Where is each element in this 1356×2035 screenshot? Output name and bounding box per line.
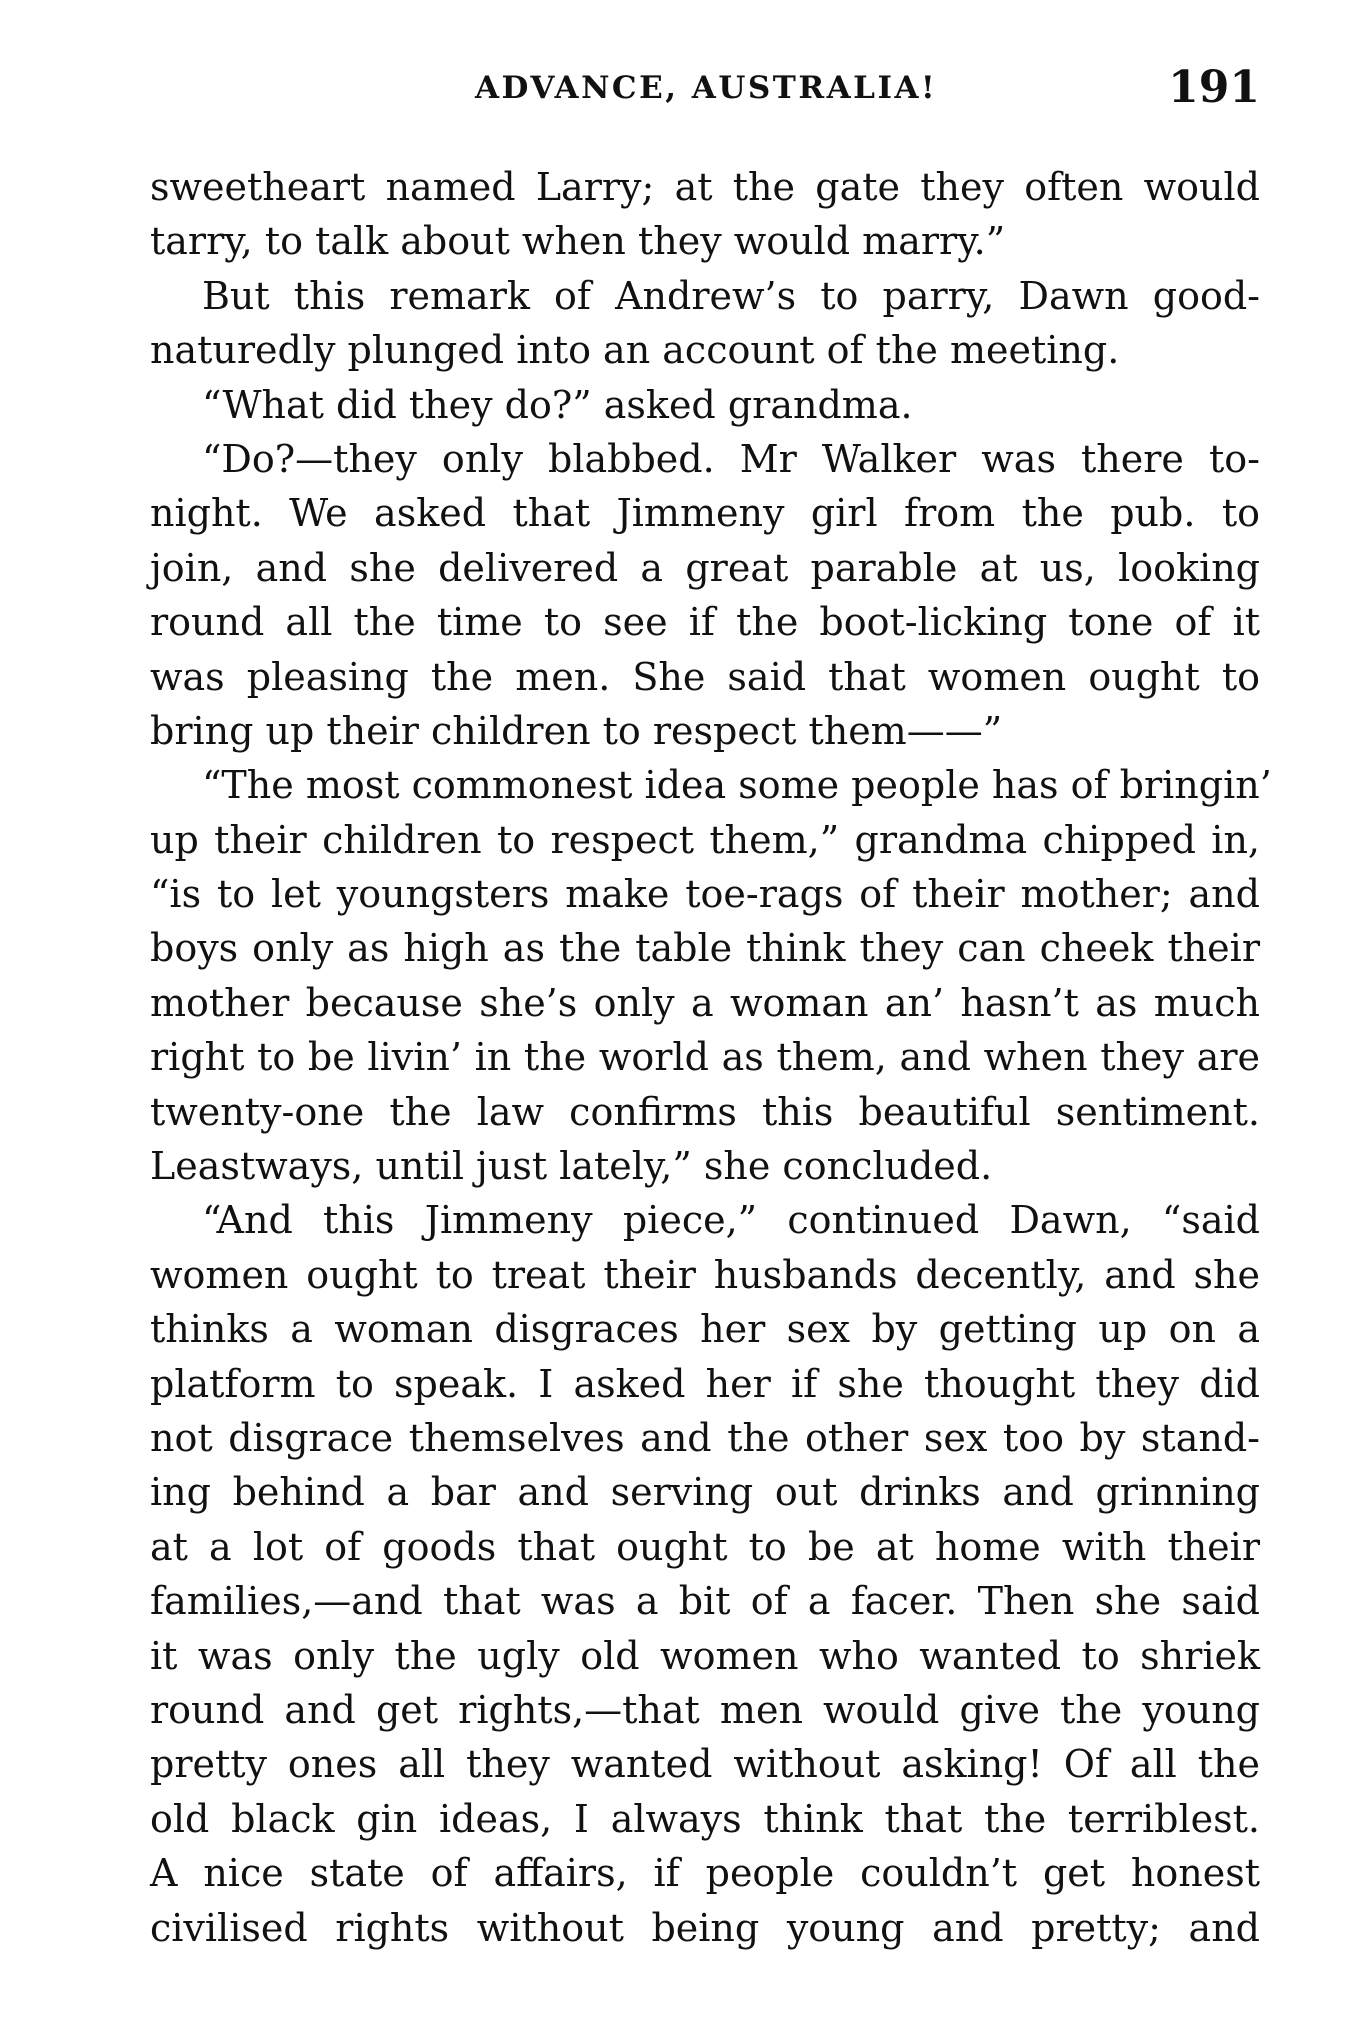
text-line: “And this Jimmeny piece,” continued Dawn, “said (202, 1198, 1260, 1243)
text-line: not disgrace themselves and the other sex too by stand- (150, 1415, 1260, 1460)
text-line: But this remark of Andrew’s to parry, Dawn good- (202, 273, 1260, 318)
text-line: ing behind a bar and serving out drinks and grinning (150, 1470, 1260, 1515)
text-line: twenty-one the law confirms this beautiful sentiment. (150, 1089, 1260, 1134)
text-line: women ought to treat their husbands decently, and she (150, 1252, 1260, 1297)
text-line: round all the time to see if the boot-licking tone of it (150, 600, 1260, 645)
text-line: right to be livin’ in the world as them, and when they are (150, 1035, 1260, 1080)
text-line: boys only as high as the table think they can cheek their (150, 926, 1260, 971)
text-line: naturedly plunged into an account of the meeting. (150, 328, 1120, 373)
text-line: round and get rights,—that men would give the young (150, 1687, 1260, 1732)
text-line: “The most commonest idea some people has of bringin’ (202, 763, 1272, 808)
running-title: ADVANCE, AUSTRALIA! (475, 70, 938, 106)
text-line: civilised rights without being young and pretty; and (150, 1905, 1260, 1950)
text-line: mother because she’s only a woman an’ hasn’t as much (150, 980, 1260, 1025)
text-line: pretty ones all they wanted without asking! Of all the (150, 1742, 1260, 1787)
text-line: “is to let youngsters make toe-rags of their mother; and (150, 872, 1260, 917)
text-line: up their children to respect them,” grandma chipped in, (150, 817, 1260, 862)
text-line: platform to speak. I asked her if she thought they did (150, 1361, 1260, 1406)
text-line: was pleasing the men. She said that women ought to (150, 654, 1260, 699)
body-text (150, 160, 1272, 1955)
text-line: at a lot of goods that ought to be at home with their (150, 1524, 1260, 1569)
text-line: families,—and that was a bit of a facer. Then she said (150, 1579, 1260, 1624)
text-line: tarry, to talk about when they would marry.” (150, 219, 1006, 264)
text-line: Leastways, until just lately,” she concluded. (150, 1144, 993, 1189)
text-line: “What did they do?” asked grandma. (202, 382, 913, 427)
text-line: it was only the ugly old women who wanted to shriek (150, 1633, 1260, 1678)
running-header (150, 62, 1260, 122)
text-line: thinks a woman disgraces her sex by getting up on a (150, 1307, 1260, 1352)
page-number: 191 (1168, 62, 1260, 113)
text-line: join, and she delivered a great parable at us, looking (150, 545, 1260, 590)
text-line: old black gin ideas, I always think that the terriblest. (150, 1796, 1260, 1841)
text-line: night. We asked that Jimmeny girl from the pub. to (150, 491, 1260, 536)
text-line: sweetheart named Larry; at the gate they often would (150, 165, 1260, 209)
text-line: “Do?—they only blabbed. Mr Walker was there to- (202, 436, 1260, 481)
text-line: bring up their children to respect them——” (150, 708, 1003, 753)
text-line: A nice state of affairs, if people couldn’t get honest (150, 1851, 1260, 1896)
